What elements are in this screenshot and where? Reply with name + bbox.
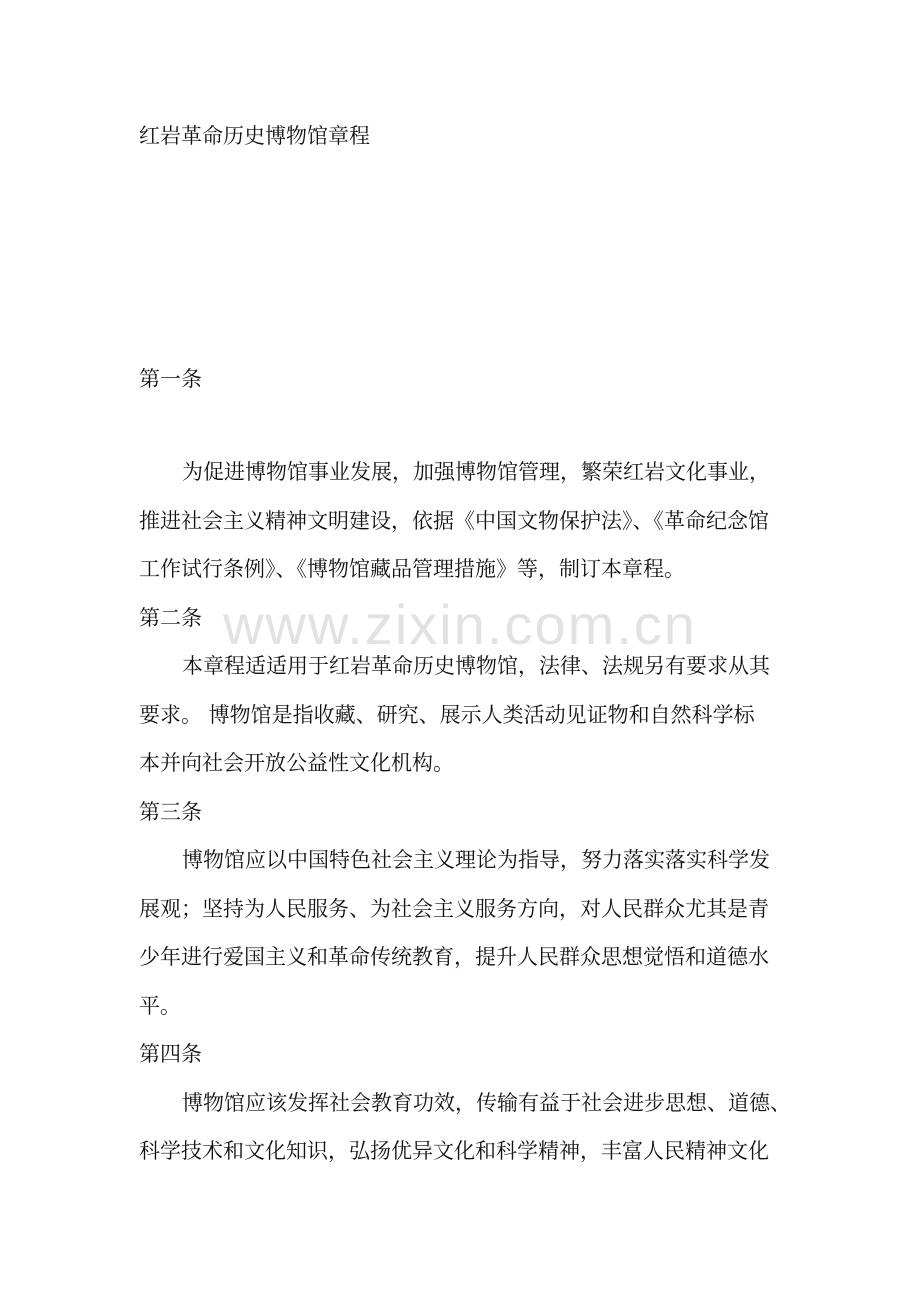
article-4-line-1: 博物馆应该发挥社会教育功效，传输有益于社会进步思想、道德、 (182, 1091, 791, 1115)
article-1-line-2: 推进社会主义精神文明建设，依据《中国文物保护法》、《革命纪念馆 (139, 509, 769, 533)
article-4-heading: 第四条 (139, 1042, 202, 1066)
article-4-line-2: 科学技术和文化知识，弘扬优异文化和科学精神，丰富人民精神文化 (139, 1139, 769, 1163)
article-1-heading: 第一条 (139, 367, 202, 391)
article-2-heading: 第二条 (139, 606, 202, 630)
article-2-line-3: 本并向社会开放公益性文化机构。 (139, 751, 454, 775)
article-3-line-4: 平。 (139, 994, 181, 1018)
document-title: 红岩革命历史博物馆章程 (139, 124, 370, 148)
article-3-line-2: 展观；坚持为人民服务、为社会主义服务方向，对人民群众尤其是青 (139, 897, 769, 921)
article-1-line-3: 工作试行条例》、《博物馆藏品管理措施》等，制订本章程。 (139, 557, 685, 581)
article-2-line-1: 本章程适适用于红岩革命历史博物馆，法律、法规另有要求从其 (182, 654, 770, 678)
article-3-line-3: 少年进行爱国主义和革命传统教育，提升人民群众思想觉悟和道德水 (139, 945, 769, 969)
article-1-line-1: 为促进博物馆事业发展，加强博物馆管理，繁荣红岩文化事业， (182, 460, 770, 484)
article-3-line-1: 博物馆应以中国特色社会主义理论为指导，努力落实落实科学发 (182, 848, 770, 872)
article-3-heading: 第三条 (139, 800, 202, 824)
article-2-line-2: 要求。 博物馆是指收藏、研究、展示人类活动见证物和自然科学标 (139, 703, 755, 727)
watermark: www.zixin.com.cn (223, 593, 697, 656)
